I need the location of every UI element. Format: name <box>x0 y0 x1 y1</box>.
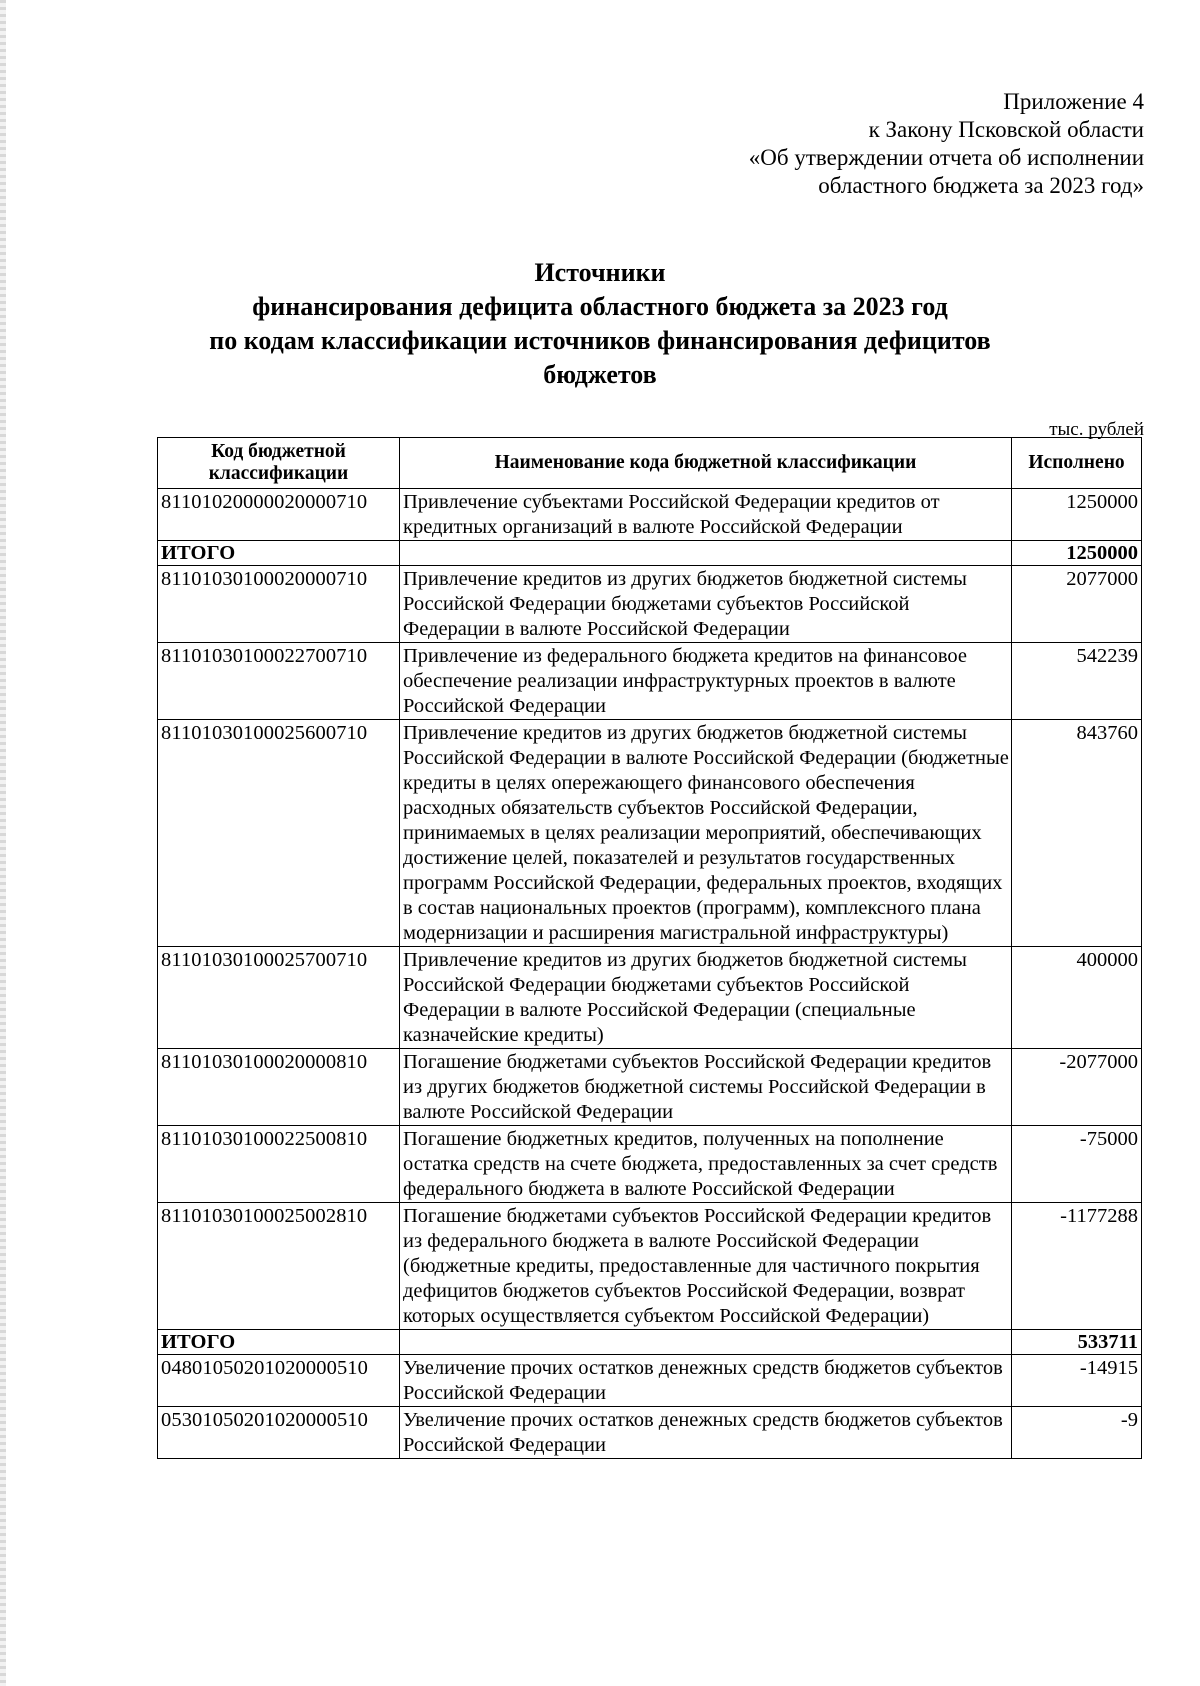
row-value: 843760 <box>1012 720 1142 947</box>
row-code: 81101030100020000810 <box>158 1049 400 1126</box>
row-code: 04801050201020000510 <box>158 1355 400 1407</box>
row-name: Привлечение из федерального бюджета кредитов на финансовое обеспечение реализации инфраструктурных проектов в валюте Российской Федерации <box>400 643 1012 720</box>
appendix-reference <box>584 88 1144 200</box>
table-row <box>158 1407 1142 1459</box>
row-name: Привлечение кредитов из других бюджетов бюджетной системы Российской Федерации в валюте Российской Федерации (бюджетные кредиты в целях опережающего финансового обеспечения расходных обязательств субъектов Российской Федерации, принимаемых в целях реализации мероприятий, обеспечивающих достижение целей, показателей и результатов государственных программ Российской Федерации, федеральных проектов, входящих в состав национальных проектов (программ), комплексного плана модернизации и расширения магистральной инфраструктуры) <box>400 720 1012 947</box>
total-value: 533711 <box>1012 1330 1142 1355</box>
row-value: -14915 <box>1012 1355 1142 1407</box>
row-code: 81101030100020000710 <box>158 566 400 643</box>
appendix-line: к Закону Псковской области <box>868 117 1144 142</box>
row-name: Погашение бюджетами субъектов Российской Федерации кредитов из федерального бюджета в валюте Российской Федерации (бюджетные кредиты, предоставленные для частичного покрытия дефицитов бюджетов субъектов Российской Федерации, возврат которых осуществляется субъектом Российской Федерации) <box>400 1203 1012 1330</box>
total-label: ИТОГО <box>158 541 400 566</box>
row-name <box>400 1330 1012 1355</box>
row-code: 81101030100025700710 <box>158 947 400 1049</box>
table-header-row <box>158 438 1142 489</box>
total-label: ИТОГО <box>158 1330 400 1355</box>
row-name: Увеличение прочих остатков денежных средств бюджетов субъектов Российской Федерации <box>400 1355 1012 1407</box>
title-line: финансирования дефицита областного бюджета за 2023 год <box>252 292 948 321</box>
row-value: 1250000 <box>1012 489 1142 541</box>
row-value: -2077000 <box>1012 1049 1142 1126</box>
table-total-row <box>158 541 1142 566</box>
scan-edge-artifact <box>0 0 6 1686</box>
row-value: -75000 <box>1012 1126 1142 1203</box>
document-title <box>140 256 1060 392</box>
title-line: по кодам классификации источников финансирования дефицитов <box>209 326 991 355</box>
row-name: Погашение бюджетами субъектов Российской Федерации кредитов из других бюджетов бюджетной системы Российской Федерации в валюте Российской Федерации <box>400 1049 1012 1126</box>
row-value: 2077000 <box>1012 566 1142 643</box>
appendix-line: «Об утверждении отчета об исполнении <box>748 145 1144 170</box>
title-line: бюджетов <box>543 360 657 389</box>
title-line: Источники <box>534 258 666 287</box>
table-row <box>158 1126 1142 1203</box>
row-name: Погашение бюджетных кредитов, полученных на пополнение остатка средств на счете бюджета, предоставленных за счет средств федерального бюджета в валюте Российской Федерации <box>400 1126 1012 1203</box>
header-name: Наименование кода бюджетной классификации <box>400 438 1012 489</box>
row-code: 81101020000020000710 <box>158 489 400 541</box>
row-name <box>400 541 1012 566</box>
table-total-row <box>158 1330 1142 1355</box>
row-code: 05301050201020000510 <box>158 1407 400 1459</box>
header-executed: Исполнено <box>1012 438 1142 489</box>
header-code: Код бюджетной классификации <box>158 438 400 489</box>
table-row <box>158 720 1142 947</box>
row-name: Привлечение кредитов из других бюджетов бюджетной системы Российской Федерации бюджетами субъектов Российской Федерации в валюте Российской Федерации <box>400 566 1012 643</box>
row-name: Привлечение субъектами Российской Федерации кредитов от кредитных организаций в валюте Российской Федерации <box>400 489 1012 541</box>
table-row <box>158 1049 1142 1126</box>
table-row <box>158 1203 1142 1330</box>
row-code: 81101030100025002810 <box>158 1203 400 1330</box>
row-value: -9 <box>1012 1407 1142 1459</box>
total-value: 1250000 <box>1012 541 1142 566</box>
row-code: 81101030100022500810 <box>158 1126 400 1203</box>
table-row <box>158 643 1142 720</box>
units-label: тыс. рублей <box>1049 419 1144 440</box>
table-row <box>158 947 1142 1049</box>
table-row <box>158 566 1142 643</box>
appendix-line: областного бюджета за 2023 год» <box>818 173 1144 198</box>
table-row <box>158 489 1142 541</box>
row-code: 81101030100025600710 <box>158 720 400 947</box>
row-name: Привлечение кредитов из других бюджетов бюджетной системы Российской Федерации бюджетами субъектов Российской Федерации в валюте Российской Федерации (специальные казначейские кредиты) <box>400 947 1012 1049</box>
row-code: 81101030100022700710 <box>158 643 400 720</box>
budget-sources-table <box>157 437 1142 1459</box>
row-value: 400000 <box>1012 947 1142 1049</box>
row-name: Увеличение прочих остатков денежных средств бюджетов субъектов Российской Федерации <box>400 1407 1012 1459</box>
row-value: -1177288 <box>1012 1203 1142 1330</box>
row-value: 542239 <box>1012 643 1142 720</box>
appendix-line: Приложение 4 <box>1003 89 1144 114</box>
table-row <box>158 1355 1142 1407</box>
